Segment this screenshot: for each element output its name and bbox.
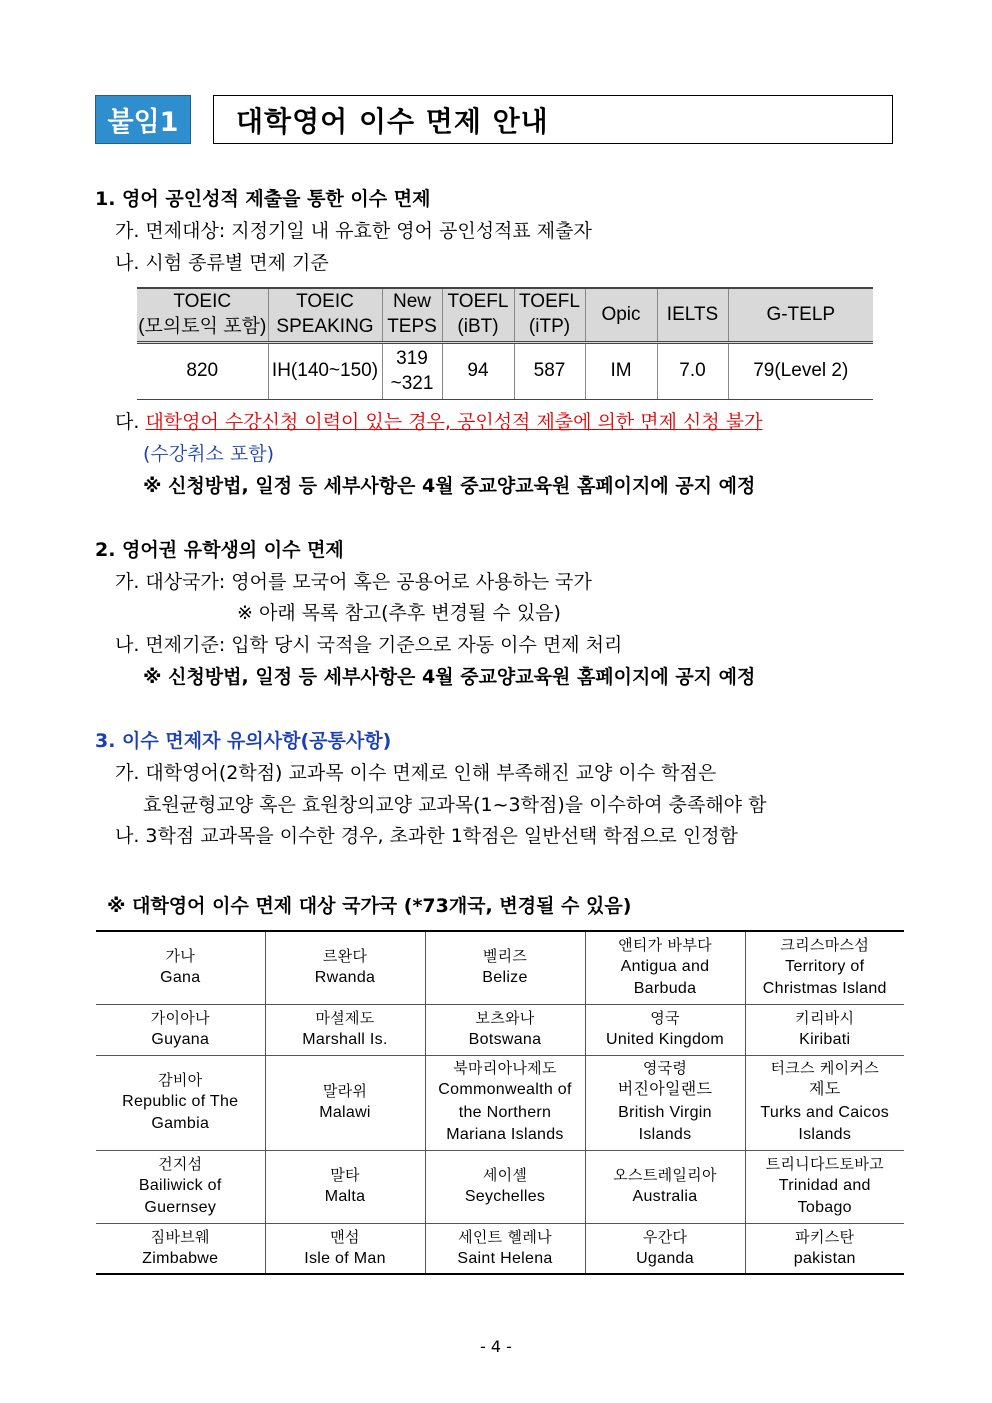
country-name-kr: 터크스 케이커스 [770,1059,880,1078]
section2-item-a: 가. 대상국가: 영어를 모국어 혹은 공용어로 사용하는 국가 [115,571,592,593]
score-table [137,287,873,400]
country-name-en: Gana [160,969,201,987]
section1-item-c-note: (수강취소 포함) [143,443,274,465]
country-name-kr: 크리스마스섬 [780,935,870,954]
page-title [213,95,893,144]
country-cell [585,931,745,1004]
country-name-en: Saint Helena [457,1249,553,1267]
value-gtelp: 79(Level 2) [728,343,873,400]
country-cell [265,1150,425,1223]
country-name-kr: 영국령 [642,1059,688,1078]
header-toefl-itp: TOEFL (iTP) [514,288,585,343]
header-new-teps: New TEPS [382,288,442,343]
country-cell [745,1004,904,1055]
country-cell [96,1055,265,1150]
country-name-en: Barbuda [633,980,697,998]
country-name-kr: 마셜제도 [315,1008,375,1027]
header-toefl-ibt: TOEFL (iBT) [442,288,514,343]
value-toefl-itp: 587 [514,343,585,400]
country-name-en: Seychelles [464,1187,546,1205]
country-cell [96,1150,265,1223]
country-name-kr: 건지섬 [158,1154,203,1173]
country-cell [96,931,265,1004]
country-name-en: Trinidad and [778,1176,871,1194]
country-name-en: Botswana [468,1030,542,1048]
page-number: - 4 - [480,1337,512,1356]
country-cell [96,1004,265,1055]
country-cell [265,931,425,1004]
country-name-en: Christmas Island [762,980,887,998]
item-c-warning: 대학영어 수강신청 이력이 있는 경우, 공인성적 제출에 의한 면제 신청 불가 [145,411,763,433]
country-name-en: Republic of The [122,1092,239,1110]
section1-notice: ※ 신청방법, 일정 등 세부사항은 4월 중교양교육원 홈페이지에 공지 예정 [143,475,756,497]
country-name-kr: 세인트 헬레나 [458,1227,552,1246]
country-name-en: 제도 [808,1081,841,1099]
country-name-kr: 앤티가 바부다 [618,935,712,954]
country-name-en: Malawi [319,1103,371,1121]
country-name-kr: 우간다 [642,1227,688,1246]
country-row [96,1223,904,1274]
section2-notice: ※ 신청방법, 일정 등 세부사항은 4월 중교양교육원 홈페이지에 공지 예정 [143,666,756,688]
country-row [96,1150,904,1223]
country-name-en: Gambia [151,1115,210,1132]
header-ielts: IELTS [657,288,728,343]
country-name-en: Malta [324,1187,366,1205]
country-name-en: Rwanda [314,969,376,987]
country-cell [265,1004,425,1055]
section3-item-a-line2: 효원균형교양 혹은 효원창의교양 교과목(1~3학점)을 이수하여 충족해야 함 [143,794,767,816]
value-new-teps: 319 ~321 [382,343,442,400]
country-cell [425,931,585,1004]
value-ielts: 7.0 [657,343,728,400]
country-cell [425,1150,585,1223]
value-opic: IM [585,343,657,400]
score-table-header [137,288,873,343]
value-toeic-speaking: IH(140~150) [268,343,382,400]
score-table-row [137,343,873,400]
country-row [96,931,904,1004]
country-name-kr: 르완다 [322,947,368,966]
section2-heading: 2. 영어권 유학생의 이수 면제 [95,539,344,561]
country-cell [585,1223,745,1274]
country-name-en: Uganda [636,1249,694,1267]
country-name-en: 버진아일랜드 [617,1081,713,1099]
country-name-kr: 키리바시 [795,1008,855,1027]
country-name-kr: 오스트레일리아 [613,1165,717,1184]
country-name-kr: 감비아 [158,1070,203,1089]
country-name-en: United Kingdom [605,1030,725,1048]
country-name-en: British Virgin [618,1103,712,1121]
country-cell [745,1150,904,1223]
country-cell [585,1055,745,1150]
section3-item-a-line1: 가. 대학영어(2학점) 교과목 이수 면제로 인해 부족해진 교양 이수 학점은 [115,762,717,784]
country-name-en: Islands [638,1126,692,1144]
section1-heading: 1. 영어 공인성적 제출을 통한 이수 면제 [95,188,431,210]
country-name-en: Kiribati [799,1030,851,1048]
country-cell [745,1223,904,1274]
country-name-kr: 세이셸 [482,1165,528,1184]
country-name-kr: 보츠와나 [475,1008,535,1027]
country-name-en: Guyana [151,1030,210,1048]
header-gtelp: G-TELP [728,288,873,343]
countries-table [96,930,904,1275]
section1-item-a: 가. 면제대상: 지정기일 내 유효한 영어 공인성적표 제출자 [115,220,592,242]
page-title-text: 대학영어 이수 면제 안내 [236,104,549,138]
country-name-en: Mariana Islands [446,1126,564,1144]
country-name-kr: 말타 [330,1165,360,1184]
section2-item-a-note: ※ 아래 목록 참고(추후 변경될 수 있음) [237,602,561,624]
section1-item-b: 나. 시험 종류별 면제 기준 [115,252,329,274]
country-name-en: Tobago [797,1199,852,1216]
country-cell [425,1223,585,1274]
country-name-kr: 짐바브웨 [150,1227,210,1246]
header-toeic-speaking: TOEIC SPEAKING [268,288,382,343]
country-cell [585,1150,745,1223]
country-cell [425,1055,585,1150]
country-name-kr: 트리니다드토바고 [765,1154,884,1173]
section1-item-c [115,413,763,432]
item-c-prefix: 다. [115,411,146,433]
country-cell [265,1223,425,1274]
country-row [96,1055,904,1150]
country-name-kr: 파키스탄 [795,1227,855,1246]
country-name-en: Isle of Man [304,1249,386,1267]
country-name-kr: 벨리즈 [482,947,528,966]
country-name-en: Turks and Caicos [760,1103,890,1121]
attachment-badge: 붙임1 [95,95,191,144]
country-name-en: Marshall Is. [302,1030,388,1048]
countries-title: ※ 대학영어 이수 면제 대상 국가국 (*73개국, 변경될 수 있음) [107,895,632,917]
value-toefl-ibt: 94 [442,343,514,400]
country-cell [745,1055,904,1150]
country-row [96,1004,904,1055]
header-toeic: TOEIC (모의토익 포함) [137,288,268,343]
section2-item-b: 나. 면제기준: 입학 당시 국적을 기준으로 자동 이수 면제 처리 [115,634,623,656]
country-cell [265,1055,425,1150]
section3-heading: 3. 이수 면제자 유의사항(공통사항) [95,730,392,752]
country-name-kr: 가이아나 [150,1008,210,1027]
country-cell [425,1004,585,1055]
country-name-en: Islands [798,1126,852,1144]
country-name-en: pakistan [793,1249,856,1267]
country-name-en: Territory of [785,957,865,975]
country-name-en: Australia [632,1187,698,1205]
country-name-en: Belize [482,969,528,987]
country-name-kr: 북마리아나제도 [453,1059,557,1078]
country-name-en: Zimbabwe [142,1249,219,1267]
country-name-kr: 가나 [165,947,196,966]
country-cell [745,931,904,1004]
country-name-en: Antigua and [620,957,710,975]
country-cell [585,1004,745,1055]
section3-item-b: 나. 3학점 교과목을 이수한 경우, 초과한 1학점은 일반선택 학점으로 인정함 [115,825,738,847]
header-opic: Opic [585,288,657,343]
country-cell [96,1223,265,1274]
country-name-en: Commonwealth of [438,1081,572,1099]
country-name-kr: 영국 [650,1008,680,1027]
country-name-en: Guernsey [144,1199,217,1216]
country-name-en: Bailiwick of [138,1176,222,1194]
value-toeic: 820 [137,343,268,400]
country-name-kr: 맨섬 [330,1227,360,1246]
country-name-kr: 말라위 [322,1081,368,1100]
country-name-en: the Northern [458,1103,552,1121]
